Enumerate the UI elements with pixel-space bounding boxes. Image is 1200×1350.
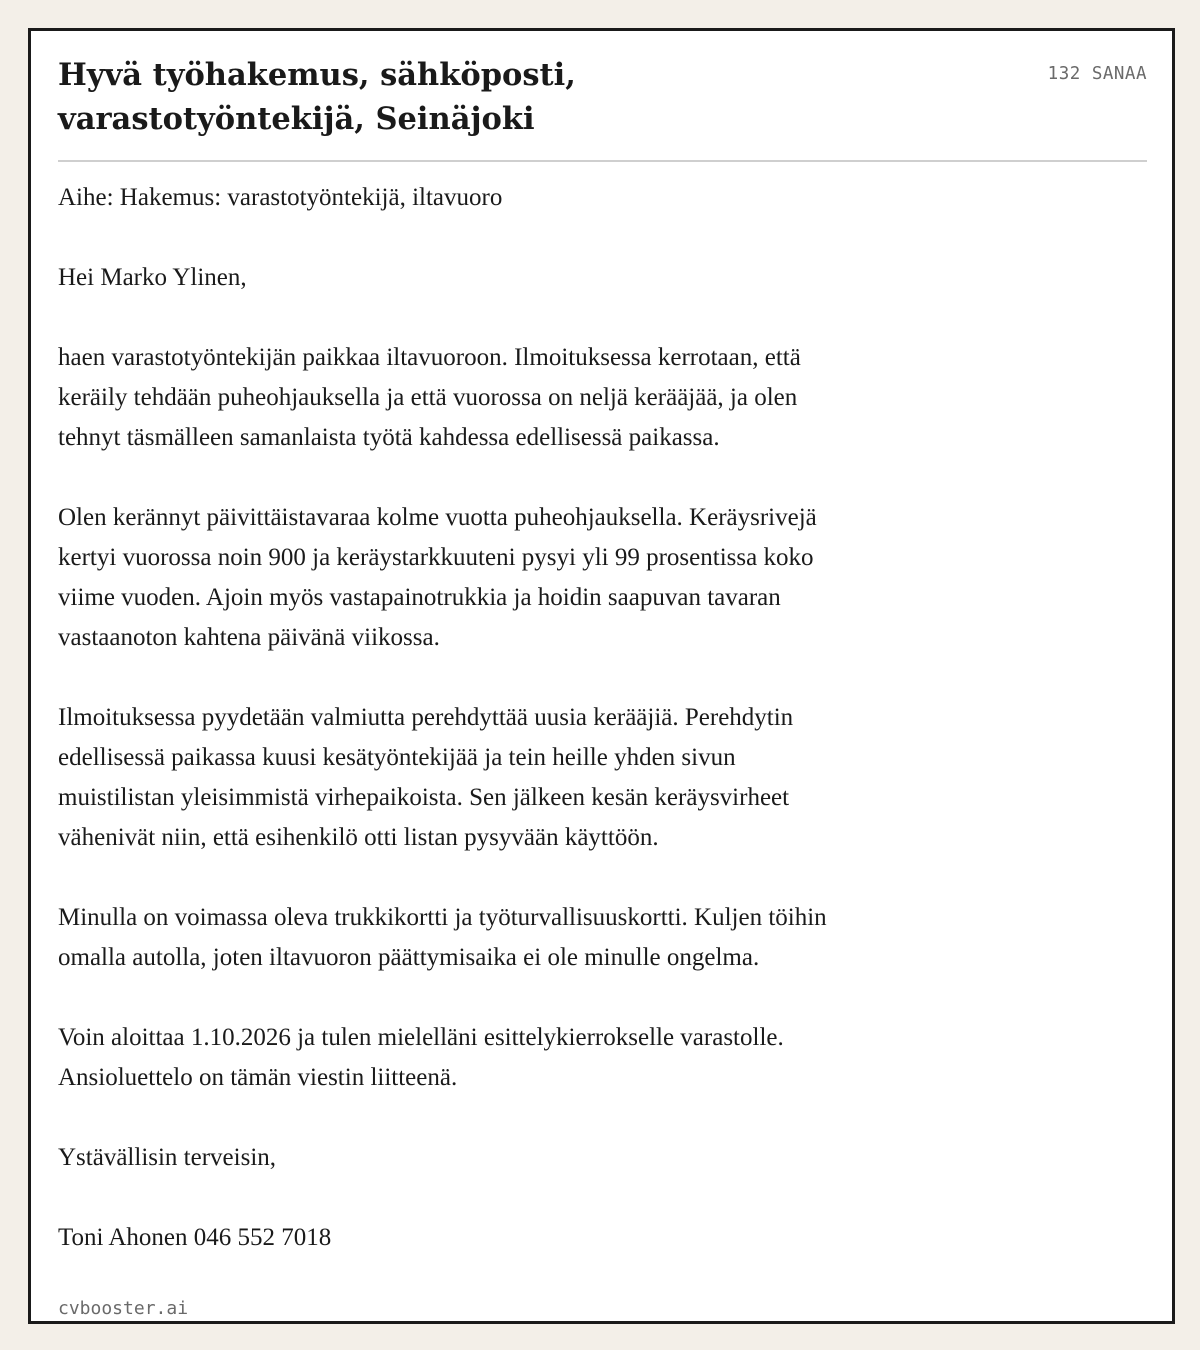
letter-greeting: Hei Marko Ylinen, bbox=[58, 264, 247, 291]
word-count-label: 132 SANAA bbox=[1047, 64, 1147, 84]
letter-card bbox=[28, 28, 1175, 1324]
email-subject: Aihe: Hakemus: varastotyöntekijä, iltavuoro bbox=[58, 184, 503, 211]
footer-brand: cvbooster.ai bbox=[58, 1298, 189, 1319]
letter-closing: Ystävällisin terveisin, bbox=[58, 1144, 277, 1171]
letter-paragraph: Ilmoituksessa pyydetään valmiutta perehdyttää uusia kerääjiä. Perehdytin edellisessä paikassa kuusi kesätyöntekijää ja tein heille yhden sivun muistilistan yleisimmistä virhepaikoista. Sen jälkeen kesän keräysvirheet vähenivät niin, että esihenkilö otti listan pysyvään käyttöön. bbox=[58, 704, 794, 851]
letter-signature: Toni Ahonen 046 552 7018 bbox=[58, 1224, 332, 1251]
letter-paragraph: Olen kerännyt päivittäistavaraa kolme vuotta puheohjauksella. Keräysrivejä kertyi vuorossa noin 900 ja keräystarkkuuteni pysyi yli 99 prosentissa koko viime vuoden. Ajoin myös vastapainotrukkia ja hoidin saapuvan tavaran vastaanoton kahtena päivänä viikossa. bbox=[58, 504, 817, 651]
letter-paragraph: Voin aloittaa 1.10.2026 ja tulen mielelläni esittelykierrokselle varastolle. Ansioluettelo on tämän viestin liitteenä. bbox=[58, 1024, 784, 1091]
letter-paragraph: haen varastotyöntekijän paikkaa iltavuoroon. Ilmoituksessa kerrotaan, että keräily tehdään puheohjauksella ja että vuorossa on neljä kerääjää, ja olen tehnyt täsmälleen samanlaista työtä kahdessa edellisessä paikassa. bbox=[58, 344, 801, 451]
document-title: Hyvä työhakemus, sähköposti, varastotyöntekijä, Seinäjoki bbox=[58, 57, 576, 137]
letter-body bbox=[58, 178, 998, 1298]
header-divider bbox=[58, 160, 1147, 162]
letter-paragraph: Minulla on voimassa oleva trukkikortti ja työturvallisuuskortti. Kuljen töihin omalla autolla, joten iltavuoron päättymisaika ei ole minulle ongelma. bbox=[58, 904, 827, 971]
